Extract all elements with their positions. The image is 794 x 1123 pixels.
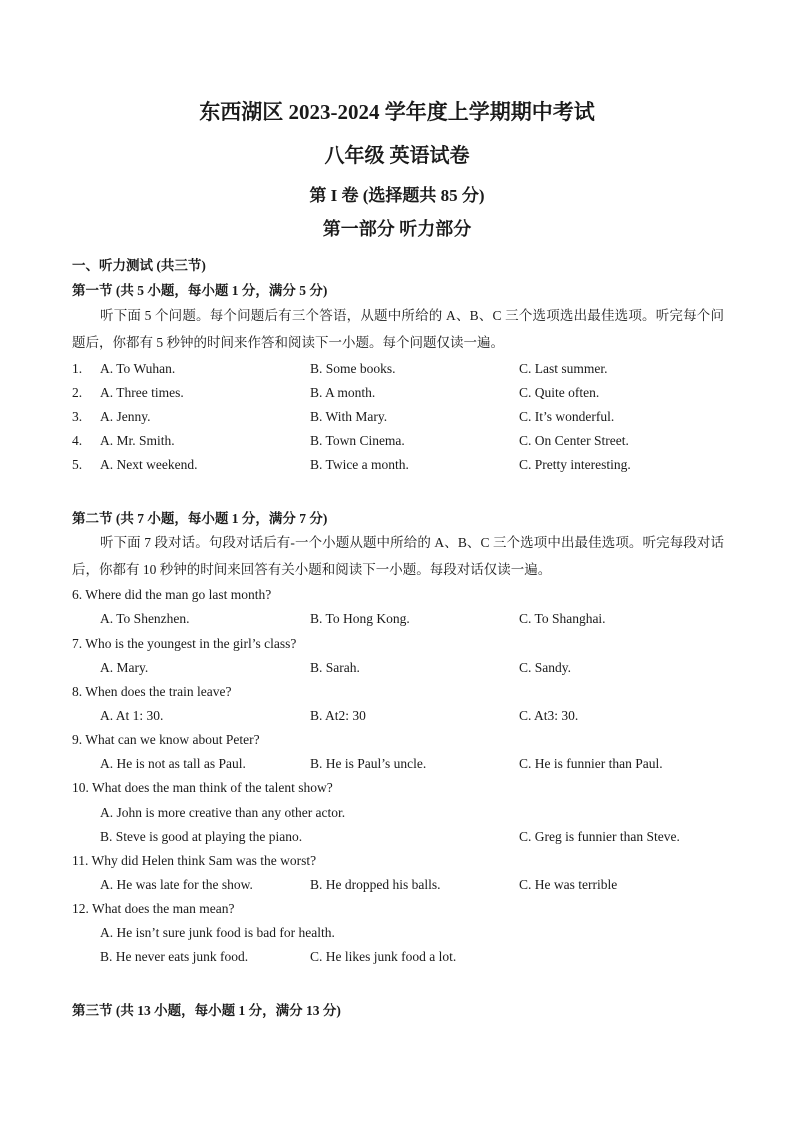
option-a: A. To Wuhan.: [100, 361, 176, 376]
item-number: 3.: [72, 409, 83, 424]
item-number: 1.: [72, 361, 83, 376]
option-c: C. Pretty interesting.: [519, 457, 631, 472]
option-c: C. Last summer.: [519, 361, 608, 376]
option-b: B. With Mary.: [310, 409, 388, 424]
sec2-heading: 第二节 (共 7 小题，每小题 1 分，满分 7 分): [72, 511, 328, 526]
option-b: B. At2: 30: [310, 708, 366, 723]
option-c: C. He is funnier than Paul.: [519, 756, 663, 771]
part-heading: 第一部分 听力部分: [322, 219, 472, 239]
option-c: C. Greg is funnier than Steve.: [519, 829, 680, 844]
question-11: 11. Why did Helen think Sam was the worst?: [72, 853, 317, 868]
option-a: A. Jenny.: [100, 409, 151, 424]
option-b: B. He is Paul’s uncle.: [310, 756, 427, 771]
option-b: B. He dropped his balls.: [310, 877, 441, 892]
option-a: A. John is more creative than any other actor.: [100, 805, 346, 820]
option-b: B. Twice a month.: [310, 457, 409, 472]
option-a: A. Next weekend.: [100, 457, 198, 472]
option-c: C. Sandy.: [519, 660, 572, 675]
option-b: B. He never eats junk food.: [100, 949, 249, 964]
option-c: C. At3: 30.: [519, 708, 579, 723]
exam-title: 东西湖区 2023-2024 学年度上学期期中考试: [199, 100, 595, 124]
option-a: A. Three times.: [100, 385, 184, 400]
item-number: 2.: [72, 385, 83, 400]
option-b: B. To Hong Kong.: [310, 611, 410, 626]
volume-heading: 第 I 卷 (选择题共 85 分): [309, 186, 485, 205]
question-12: 12. What does the man mean?: [72, 901, 235, 916]
question-9: 9. What can we know about Peter?: [72, 732, 260, 747]
question-6: 6. Where did the man go last month?: [72, 587, 272, 602]
option-a: A. Mary.: [100, 660, 149, 675]
sec2-instructions: 听下面 7 段对话。句段对话后有-一个小题从题中所给的 A、B、C 三个选项中出最佳选项。听完每段对话后，你都有 10 秒钟的时间来回答有关小题和阅读下一小题。每段对话仅读一遍。: [72, 535, 724, 577]
option-c: C. He was terrible: [519, 877, 618, 892]
exam-subtitle: 八年级 英语试卷: [324, 145, 470, 167]
option-b: B. A month.: [310, 385, 376, 400]
option-c: C. To Shanghai.: [519, 611, 606, 626]
option-b: B. Some books.: [310, 361, 396, 376]
question-7: 7. Who is the youngest in the girl’s class?: [72, 636, 297, 651]
sec1-heading: 第一节 (共 5 小题，每小题 1 分，满分 5 分): [72, 283, 328, 298]
sec3-heading: 第三节 (共 13 小题，每小题 1 分，满分 13 分): [72, 1003, 341, 1018]
option-a: A. He was late for the show.: [100, 877, 253, 892]
option-a: A. He is not as tall as Paul.: [100, 756, 246, 771]
option-c: C. Quite often.: [519, 385, 600, 400]
option-b: B. Steve is good at playing the piano.: [100, 829, 303, 844]
item-number: 4.: [72, 433, 83, 448]
option-c: C. It’s wonderful.: [519, 409, 615, 424]
option-b: B. Town Cinema.: [310, 433, 405, 448]
section-heading: 一、听力测试 (共三节): [72, 258, 206, 273]
option-c: C. On Center Street.: [519, 433, 629, 448]
sec1-instructions: 听下面 5 个问题。每个问题后有三个答语，从题中所给的 A、B、C 三个选项选出最佳选项。听完每个问题后，你都有 5 秒钟的时间来作答和阅读下一小题。每个问题仅读一遍。: [72, 308, 724, 350]
option-b: B. Sarah.: [310, 660, 360, 675]
option-a: A. Mr. Smith.: [100, 433, 175, 448]
option-a: A. He isn’t sure junk food is bad for health.: [100, 925, 335, 940]
option-a: A. At 1: 30.: [100, 708, 164, 723]
option-a: A. To Shenzhen.: [100, 611, 190, 626]
question-8: 8. When does the train leave?: [72, 684, 232, 699]
item-number: 5.: [72, 457, 83, 472]
option-c: C. He likes junk food a lot.: [310, 949, 457, 964]
question-10: 10. What does the man think of the talent show?: [72, 780, 333, 795]
